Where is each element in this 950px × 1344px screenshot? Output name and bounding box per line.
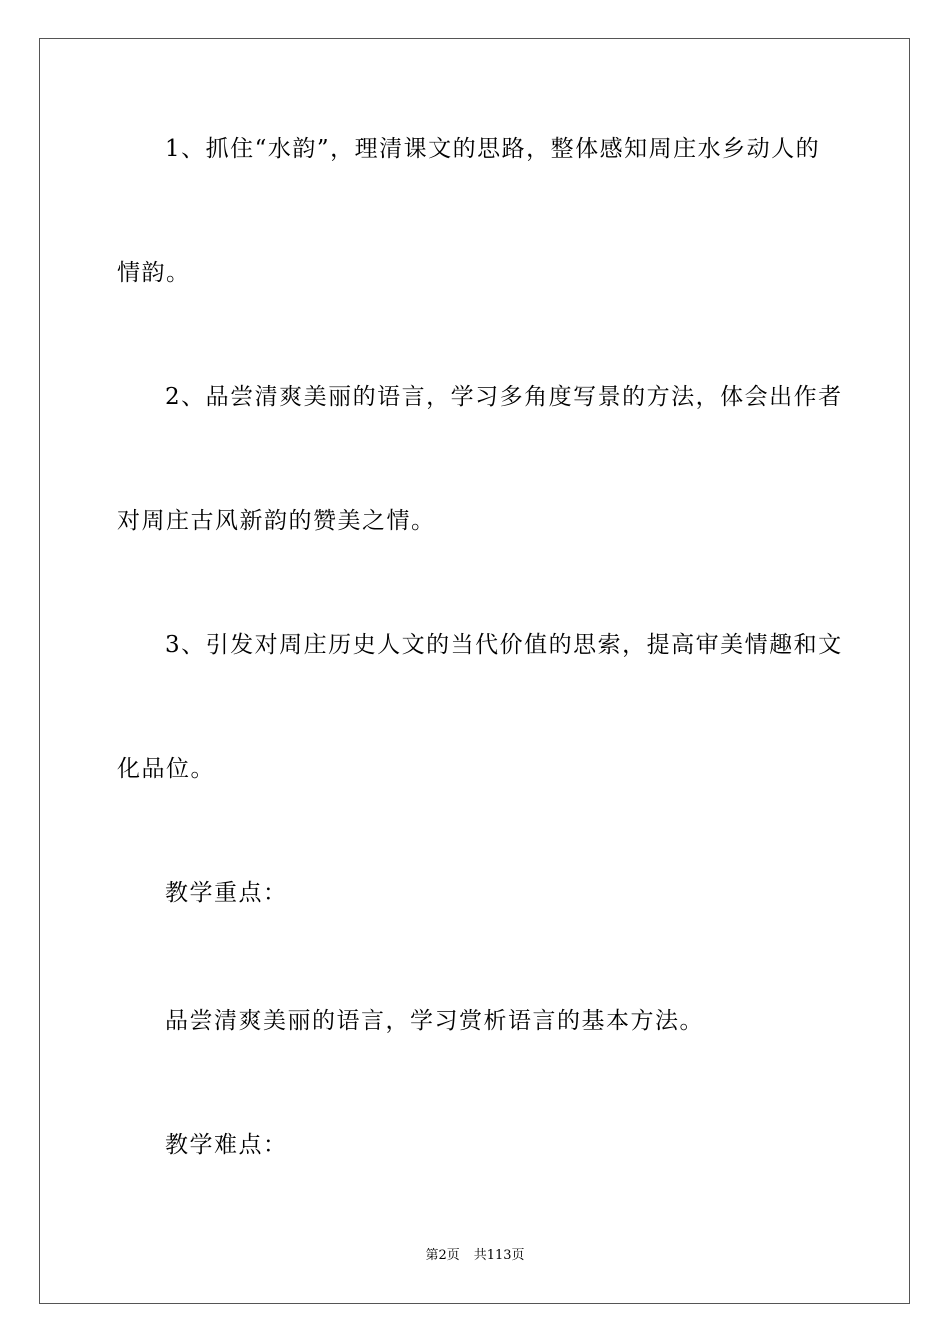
- page-footer: [0, 1247, 950, 1265]
- paragraph-2-line-1: 2、品尝清爽美丽的语言，学习多角度写景的方法，体会出作者: [165, 384, 843, 410]
- total-pages: 共113页: [473, 1248, 525, 1263]
- paragraph-1-line-1: 1、抓住“水韵”，理清课文的思路，整体感知周庄水乡动人的: [165, 136, 821, 162]
- page-frame: [39, 38, 910, 1304]
- teaching-focus-heading: 教学重点：: [165, 880, 288, 906]
- paragraph-3-line-1: 3、引发对周庄历史人文的当代价值的思索，提高审美情趣和文: [165, 632, 843, 658]
- paragraph-3-line-2: 化品位。: [117, 756, 215, 782]
- page-number: 第2页: [425, 1248, 460, 1263]
- paragraph-1-line-2: 情韵。: [117, 260, 191, 286]
- paragraph-2-line-2: 对周庄古风新韵的赞美之情。: [117, 508, 436, 534]
- teaching-focus-text: 品尝清爽美丽的语言，学习赏析语言的基本方法。: [165, 1008, 704, 1034]
- teaching-difficulty-heading: 教学难点：: [165, 1132, 288, 1158]
